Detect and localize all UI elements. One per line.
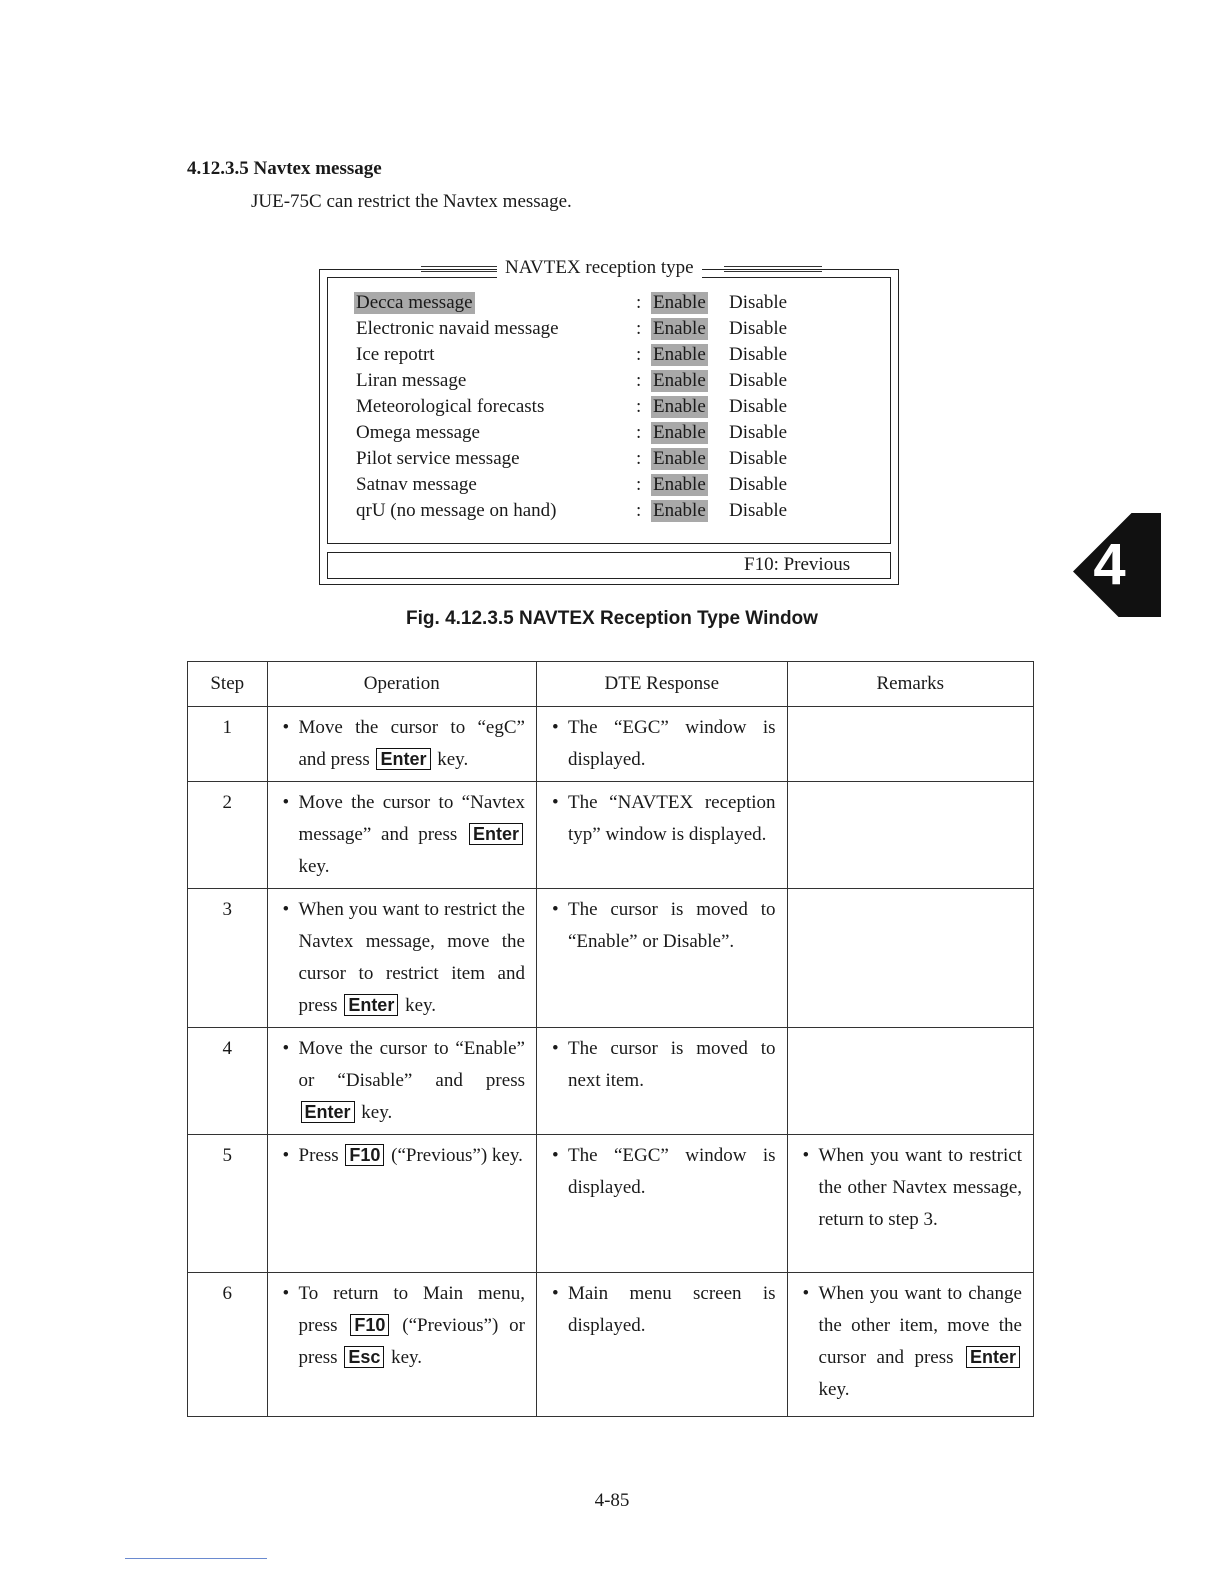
row-label: Pilot service message bbox=[356, 448, 520, 469]
disable-option[interactable]: Disable bbox=[729, 318, 788, 339]
remarks-cell bbox=[787, 889, 1033, 1028]
row-colon: : bbox=[636, 318, 642, 339]
enable-option[interactable]: Enable bbox=[653, 474, 706, 495]
step-number: 1 bbox=[188, 707, 268, 782]
remarks-cell bbox=[787, 1028, 1033, 1135]
procedure-table bbox=[187, 661, 1034, 1417]
dte-text: • The “EGC” window is displayed. bbox=[552, 712, 776, 776]
operation-text: Move the cursor to “Enable” or “Disable” and press bbox=[298, 1038, 525, 1091]
row-label: Electronic navaid message bbox=[356, 318, 559, 339]
reception-row[interactable] bbox=[356, 370, 856, 396]
enable-option[interactable]: Enable bbox=[653, 422, 706, 443]
reception-row[interactable] bbox=[356, 448, 856, 474]
operation-cell bbox=[267, 1135, 536, 1273]
disable-option[interactable]: Disable bbox=[729, 500, 788, 521]
step-number: 2 bbox=[188, 782, 268, 889]
title-double-line-left bbox=[421, 266, 497, 272]
operation-text: Move the cursor to “Navtex message” and press bbox=[298, 792, 525, 845]
table-row bbox=[188, 707, 1034, 782]
disable-option[interactable]: Disable bbox=[729, 396, 788, 417]
title-double-line-right bbox=[724, 266, 822, 272]
figure-caption: Fig. 4.12.3.5 NAVTEX Reception Type Window bbox=[406, 608, 818, 629]
operation-text: Move the cursor to “egC” and press bbox=[298, 717, 525, 770]
operation-cell bbox=[267, 707, 536, 782]
enter-key: Enter bbox=[344, 994, 398, 1016]
dte-response-cell bbox=[536, 1135, 787, 1273]
row-colon: : bbox=[636, 448, 642, 469]
remarks-text: When you want to change the other item, move the cursor and press bbox=[818, 1283, 1022, 1368]
remarks-cell bbox=[787, 1273, 1033, 1417]
disable-option[interactable]: Disable bbox=[729, 370, 788, 391]
row-label: Omega message bbox=[356, 422, 480, 443]
table-header-row bbox=[188, 662, 1034, 707]
row-colon: : bbox=[636, 396, 642, 417]
intro-text: JUE-75C can restrict the Navtex message. bbox=[251, 191, 572, 212]
remarks-cell bbox=[787, 782, 1033, 889]
row-label: Satnav message bbox=[356, 474, 477, 495]
f10-previous-hint[interactable]: F10: Previous bbox=[744, 554, 851, 575]
operation-text: key. bbox=[298, 856, 330, 877]
reception-row[interactable] bbox=[356, 474, 856, 500]
table-row bbox=[188, 782, 1034, 889]
remarks-text: key. bbox=[818, 1379, 850, 1400]
disable-option[interactable]: Disable bbox=[729, 448, 788, 469]
step-number: 6 bbox=[188, 1273, 268, 1417]
reception-row[interactable] bbox=[356, 396, 856, 422]
operation-cell bbox=[267, 1273, 536, 1417]
dte-response-cell bbox=[536, 782, 787, 889]
esc-key: Esc bbox=[344, 1346, 384, 1368]
operation-cell bbox=[267, 782, 536, 889]
footer-rule bbox=[125, 1558, 267, 1559]
step-number: 3 bbox=[188, 889, 268, 1028]
row-label: Liran message bbox=[356, 370, 467, 391]
reception-row[interactable] bbox=[356, 422, 856, 448]
enable-option[interactable]: Enable bbox=[653, 370, 706, 391]
operation-text: key. bbox=[391, 1347, 423, 1368]
remarks-cell bbox=[787, 1135, 1033, 1273]
operation-cell bbox=[267, 889, 536, 1028]
enable-option[interactable]: Enable bbox=[653, 448, 706, 469]
chapter-number: 4 bbox=[1093, 532, 1126, 597]
disable-option[interactable]: Disable bbox=[729, 292, 788, 313]
window-title: NAVTEX reception type bbox=[497, 257, 702, 279]
enter-key: Enter bbox=[376, 748, 430, 770]
row-colon: : bbox=[636, 500, 642, 521]
dte-text: • The “EGC” window is displayed. bbox=[552, 1140, 776, 1204]
row-label: Decca message bbox=[356, 292, 473, 313]
enter-key: Enter bbox=[469, 823, 523, 845]
operation-text: (“Previous”) or press bbox=[298, 1315, 525, 1368]
row-colon: : bbox=[636, 292, 642, 313]
disable-option[interactable]: Disable bbox=[729, 344, 788, 365]
section-heading: 4.12.3.5 Navtex message bbox=[187, 158, 382, 179]
enable-option[interactable]: Enable bbox=[653, 500, 706, 521]
header-remarks: Remarks bbox=[787, 662, 1033, 707]
row-label: Meteorological forecasts bbox=[356, 396, 545, 417]
dte-text: • The cursor is moved to “Enable” or Disable”. bbox=[552, 894, 776, 958]
operation-text: When you want to restrict the Navtex message, move the cursor to restrict item and press bbox=[298, 899, 525, 1016]
operation-text: key. bbox=[361, 1102, 393, 1123]
table-row bbox=[188, 889, 1034, 1028]
dte-response-cell bbox=[536, 889, 787, 1028]
dte-response-cell bbox=[536, 1028, 787, 1135]
row-colon: : bbox=[636, 422, 642, 443]
reception-row[interactable] bbox=[356, 292, 856, 318]
header-step: Step bbox=[188, 662, 268, 707]
step-number: 5 bbox=[188, 1135, 268, 1273]
operation-cell bbox=[267, 1028, 536, 1135]
disable-option[interactable]: Disable bbox=[729, 422, 788, 443]
remarks-cell bbox=[787, 707, 1033, 782]
operation-text: (“Previous”) key. bbox=[391, 1145, 523, 1166]
table-row bbox=[188, 1135, 1034, 1273]
enter-key: Enter bbox=[301, 1101, 355, 1123]
operation-text: To return to Main menu, press bbox=[298, 1283, 525, 1336]
dte-response-cell bbox=[536, 707, 787, 782]
header-dte-response: DTE Response bbox=[536, 662, 787, 707]
step-number: 4 bbox=[188, 1028, 268, 1135]
reception-row[interactable] bbox=[356, 500, 856, 526]
dte-text: • The “NAVTEX reception typ” window is displayed. bbox=[552, 787, 776, 851]
row-label: qrU (no message on hand) bbox=[356, 500, 557, 521]
operation-text: key. bbox=[405, 995, 437, 1016]
f10-key: F10 bbox=[345, 1144, 384, 1166]
enable-option[interactable]: Enable bbox=[653, 344, 706, 365]
dte-text: • The cursor is moved to next item. bbox=[552, 1033, 776, 1097]
f10-key: F10 bbox=[350, 1314, 389, 1336]
enable-option[interactable]: Enable bbox=[653, 396, 706, 417]
page-number: 4-85 bbox=[594, 1490, 630, 1511]
operation-text: key. bbox=[437, 749, 469, 770]
row-colon: : bbox=[636, 474, 642, 495]
row-label: Ice repotrt bbox=[356, 344, 435, 365]
enter-key: Enter bbox=[966, 1346, 1020, 1368]
enable-option[interactable]: Enable bbox=[653, 318, 706, 339]
chapter-tab bbox=[1058, 513, 1161, 617]
table-row bbox=[188, 1028, 1034, 1135]
table-row bbox=[188, 1273, 1034, 1417]
reception-row[interactable] bbox=[356, 344, 856, 370]
remarks-text: • When you want to restrict the other Navtex message, return to step 3. bbox=[803, 1140, 1022, 1236]
reception-row[interactable] bbox=[356, 318, 856, 344]
row-colon: : bbox=[636, 370, 642, 391]
enable-option[interactable]: Enable bbox=[653, 292, 706, 313]
dte-text: • Main menu screen is displayed. bbox=[552, 1278, 776, 1342]
header-operation: Operation bbox=[267, 662, 536, 707]
operation-text: Press bbox=[298, 1145, 339, 1166]
dte-response-cell bbox=[536, 1273, 787, 1417]
disable-option[interactable]: Disable bbox=[729, 474, 788, 495]
row-colon: : bbox=[636, 344, 642, 365]
